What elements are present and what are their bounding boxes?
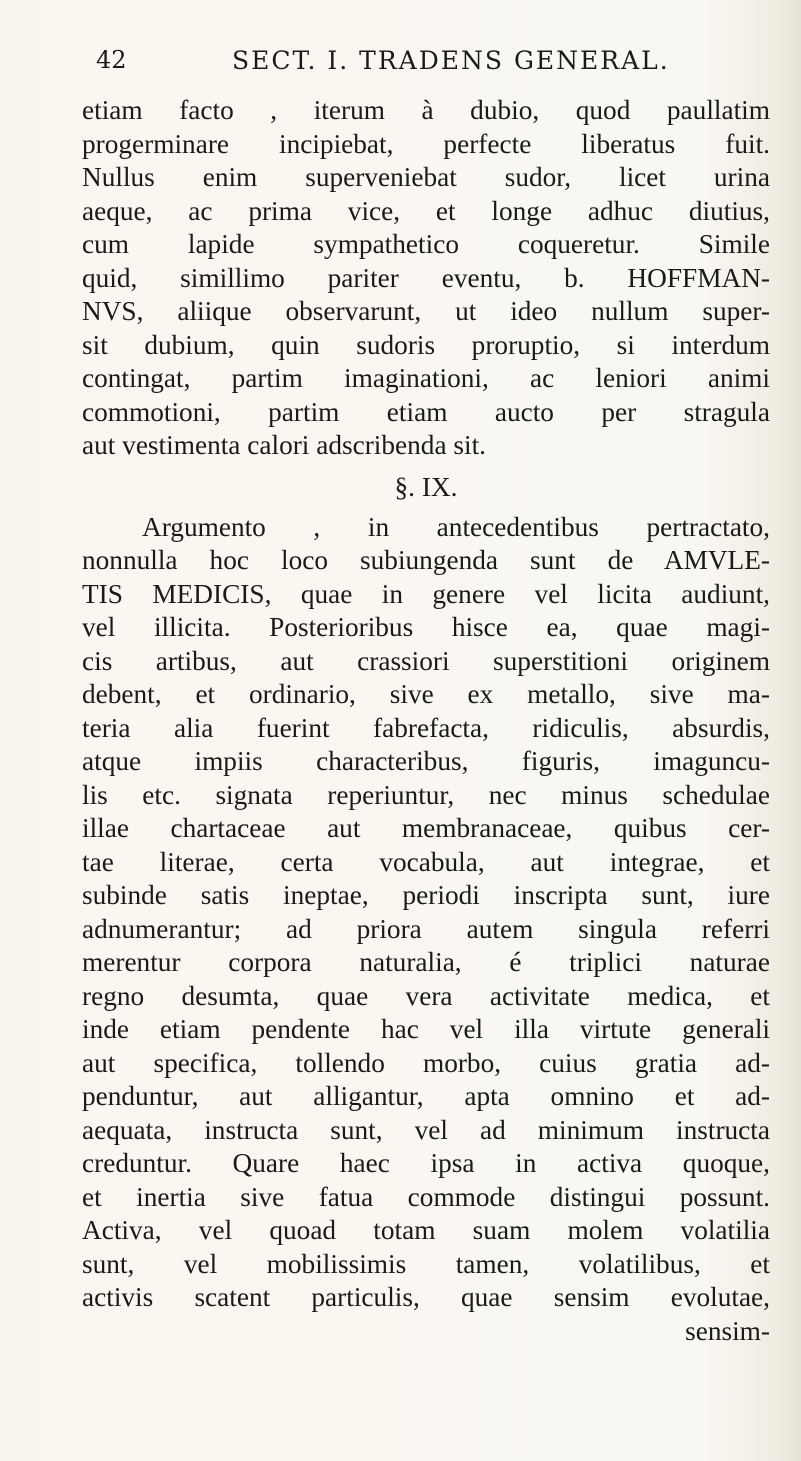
text-line: illae chartaceae aut membranaceae, quibus cer- xyxy=(82,813,770,843)
catchword: sensim- xyxy=(685,1315,770,1346)
text-line: debent, et ordinario, sive ex metallo, sive ma- xyxy=(82,679,770,709)
page-number: 42 xyxy=(96,46,127,74)
text-line: quid, simillimo pariter eventu, b. HOFFMAN- xyxy=(82,262,770,293)
text-line: penduntur, aut alligantur, apta omnino et ad- xyxy=(82,1081,770,1111)
text-line: activis scatent particulis, quae sensim evolutae, xyxy=(82,1282,770,1312)
text-line: lis etc. signata reperiuntur, nec minus schedulae xyxy=(82,779,770,810)
text-line: sunt, vel mobilissimis tamen, volatilibus, et xyxy=(82,1248,770,1279)
text-line: Activa, vel quoad totam suam molem volatilia xyxy=(82,1215,770,1245)
text-line: creduntur. Quare haec ipsa in activa quoque, xyxy=(82,1148,770,1178)
text-line: commotioni, partim etiam aucto per stragula xyxy=(82,396,770,427)
text-line: inde etiam pendente hac vel illa virtute generali xyxy=(82,1014,770,1044)
text-line: aut vestimenta calori adscribenda sit. xyxy=(82,430,487,460)
text-line: aut specifica, tollendo morbo, cuius gratia ad- xyxy=(82,1047,770,1078)
section-heading: §. IX. xyxy=(394,471,458,502)
text-line: nonnulla hoc loco subiungenda sunt de AMVLE- xyxy=(82,545,770,575)
text-line: tae literae, certa vocabula, aut integrae, et xyxy=(82,846,770,877)
text-line: vel illicita. Posterioribus hisce ea, quae magi- xyxy=(82,612,770,642)
text-line: Argumento , in antecedentibus pertractato, xyxy=(142,511,770,542)
text-line: progerminare incipiebat, perfecte liberatus fuit. xyxy=(82,128,770,159)
text-line: TIS MEDICIS, quae in genere vel licita audiunt, xyxy=(82,578,770,609)
text-line: aequata, instructa sunt, vel ad minimum instructa xyxy=(82,1114,770,1145)
text-line: subinde satis ineptae, periodi inscripta sunt, iure xyxy=(82,880,770,910)
text-line: et inertia sive fatua commode distingui possunt. xyxy=(82,1181,770,1212)
text-line: regno desumta, quae vera activitate medica, et xyxy=(82,980,770,1011)
text-line: aeque, ac prima vice, et longe adhuc diutius, xyxy=(82,195,770,226)
text-line: etiam facto , iterum à dubio, quod paullatim xyxy=(82,95,770,125)
text-line: contingat, partim imaginationi, ac leniori animi xyxy=(82,363,770,393)
text-line: NVS, aliique observarunt, ut ideo nullum super- xyxy=(82,296,770,326)
text-line: teria alia fuerint fabrefacta, ridiculis, absurdis, xyxy=(82,712,770,743)
text-line: Nullus enim superveniebat sudor, licet urina xyxy=(82,162,770,192)
text-line: atque impiis characteribus, figuris, imaguncu- xyxy=(82,746,770,776)
text-line: cum lapide sympathetico coqueretur. Simile xyxy=(82,229,770,259)
text-line: cis artibus, aut crassiori superstitioni originem xyxy=(82,645,770,676)
page-header xyxy=(96,46,736,82)
running-head: SECT. I. TRADENS GENERAL. xyxy=(232,46,670,75)
text-line: adnumerantur; ad priora autem singula referri xyxy=(82,913,770,944)
text-line: sit dubium, quin sudoris proruptio, si interdum xyxy=(82,329,770,360)
text-line: merentur corpora naturalia, é triplici naturae xyxy=(82,947,770,977)
text-body xyxy=(82,94,770,1348)
